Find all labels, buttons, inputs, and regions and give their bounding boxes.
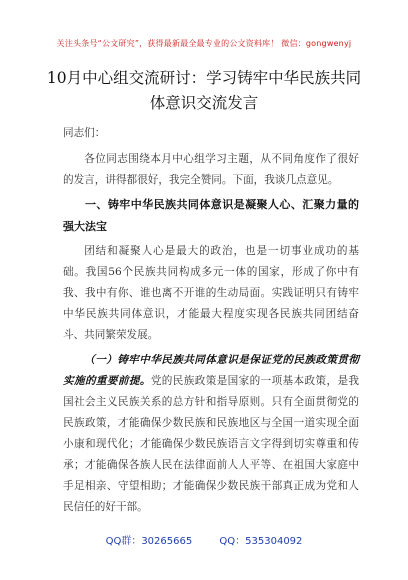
document-body xyxy=(63,123,359,518)
document-title: 10月中心组交流研讨：学习铸牢中华民族共同体意识交流发言 xyxy=(46,69,362,112)
header-promo-note: 关注头条号“公文研究”，获得最新最全最专业的公文资料库！ 微信：gongwenyj xyxy=(56,39,352,48)
qq-number: QQ：535304092 xyxy=(219,536,303,547)
section-heading-1-text: 一、铸牢中华民族共同体意识是凝聚人心、汇聚力量的强大法宝 xyxy=(63,198,359,233)
section-heading-1 xyxy=(63,194,359,238)
paragraph-subsection-1-text: 党的民族政策是国家的一项基本政策，是我国社会主义民族关系的总方针和指导原则。只有全面贯彻党的民族政策，才能确保少数民族和民族地区与全国一道实现全面小康和现代化；才能确保少数民族语言文字得到切实尊重和传承；才能确保各族人民在法律面前人人平等、在祖国大家庭中手足相亲、守望相助；才能确保少数民族干部真正成为党和人民信任的好干部。 xyxy=(63,375,360,513)
paragraph-section-1: 团结和凝聚人心是最大的政治，也是一切事业成功的基础。我国56个民族共同构成多元一体的国家，形成了你中有我、我中有你、谁也离不开谁的生动局面。实践证明只有铸牢中华民族共同体意识，才能最大程度实现各民族共同团结奋斗、共同繁荣发展。 xyxy=(63,245,359,341)
subsection-heading-1: （一）铸牢中华民族共同体意识是保证党的民族政策贯彻实施的重要前提。 xyxy=(63,354,359,387)
salutation: 同志们： xyxy=(63,127,106,139)
qq-group-number: QQ群：30265665 xyxy=(105,536,193,547)
paragraph-subsection-1 xyxy=(63,350,359,518)
contact-footer xyxy=(0,532,408,547)
paragraph-intro: 各位同志围绕本月中心组学习主题，从不同角度作了很好的发言，讲得都很好，我完全赞同。下面，我谈几点意见。 xyxy=(63,153,359,186)
